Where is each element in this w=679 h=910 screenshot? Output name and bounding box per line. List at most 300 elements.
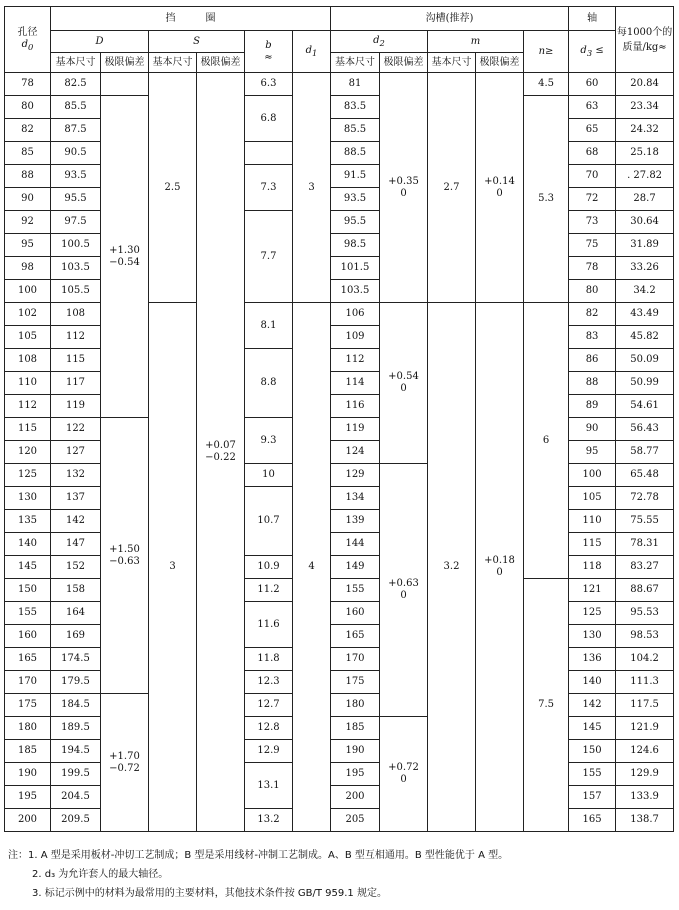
cell-d2 xyxy=(331,165,380,188)
cell-d2-tol-value: +0.63 xyxy=(388,578,419,589)
cell-d3-value: 80 xyxy=(585,285,599,296)
cell-d0 xyxy=(5,740,51,763)
cell-d2-value: 175 xyxy=(345,676,365,687)
cell-d3 xyxy=(569,418,616,441)
cell-mass xyxy=(616,349,674,372)
cell-mass xyxy=(616,96,674,119)
cell-d0-value: 100 xyxy=(17,285,38,296)
cell-D xyxy=(51,694,101,717)
cell-d0-value: 95 xyxy=(21,239,34,250)
cell-mass xyxy=(616,694,674,717)
cell-d2-value: 106 xyxy=(345,308,365,319)
cell-b xyxy=(245,602,293,648)
cell-D-value: 147 xyxy=(65,538,86,549)
header-d2-basic: 基本尺寸 xyxy=(331,53,380,73)
cell-d0 xyxy=(5,786,51,809)
cell-mass xyxy=(616,625,674,648)
cell-D-value: 199.5 xyxy=(61,768,90,779)
cell-D-value: 174.5 xyxy=(61,653,90,664)
cell-d0-value: 185 xyxy=(17,745,38,756)
cell-d3-value: 145 xyxy=(582,722,602,733)
cell-mass xyxy=(616,740,674,763)
cell-m-tol-value: +0.14 xyxy=(484,175,515,187)
cell-d0-value: 200 xyxy=(17,814,38,825)
cell-D-value: 137 xyxy=(65,492,86,503)
cell-b-value: 12.7 xyxy=(257,699,280,710)
table-row xyxy=(5,73,674,96)
cell-d0-value: 140 xyxy=(17,538,38,549)
cell-mass-value: 129.9 xyxy=(630,768,659,779)
cell-D-value: 179.5 xyxy=(61,676,90,687)
cell-mass-value: 43.49 xyxy=(630,308,659,319)
cell-d3 xyxy=(569,372,616,395)
cell-d2-value: 170 xyxy=(345,653,365,664)
cell-d0 xyxy=(5,372,51,395)
cell-d2-value: 81 xyxy=(348,78,362,89)
cell-mass xyxy=(616,809,674,832)
cell-d3-value: 75 xyxy=(585,239,599,250)
cell-d2-value: 88.5 xyxy=(343,147,367,158)
cell-b-value: 11.6 xyxy=(257,618,280,630)
cell-d0 xyxy=(5,349,51,372)
cell-d0 xyxy=(5,533,51,556)
cell-d3-value: 65 xyxy=(585,124,599,135)
cell-d0 xyxy=(5,602,51,625)
cell-D xyxy=(51,671,101,694)
cell-b-value: 10.7 xyxy=(257,515,280,526)
cell-b xyxy=(245,556,293,579)
cell-d2 xyxy=(331,809,380,832)
cell-d2 xyxy=(331,188,380,211)
cell-m-value: 2.7 xyxy=(443,181,460,193)
header-d1: $d_1$ xyxy=(293,31,331,73)
cell-d0 xyxy=(5,694,51,717)
cell-d2 xyxy=(331,464,380,487)
cell-d3 xyxy=(569,510,616,533)
table-row xyxy=(5,694,674,717)
cell-d2 xyxy=(331,648,380,671)
cell-d2 xyxy=(331,510,380,533)
cell-b xyxy=(245,809,293,832)
cell-D-value: 189.5 xyxy=(61,722,90,733)
cell-mass-value: 72.78 xyxy=(630,492,659,503)
cell-D-value: 112 xyxy=(65,331,86,342)
cell-D xyxy=(51,717,101,740)
cell-d2-value: 93.5 xyxy=(343,193,367,204)
cell-b xyxy=(245,165,293,211)
cell-b xyxy=(245,740,293,763)
cell-d3-value: 165 xyxy=(582,814,602,825)
cell-mass xyxy=(616,648,674,671)
cell-d2-value: 114 xyxy=(345,377,365,388)
cell-b xyxy=(245,418,293,464)
cell-mass-value: 30.64 xyxy=(630,216,659,227)
cell-d2-value: 205 xyxy=(345,814,365,825)
header-D-limit: 极限偏差 xyxy=(101,53,149,73)
cell-d2-value: 149 xyxy=(345,561,365,572)
note-1: 注：1. A 型是采用板材-冲切工艺制成；B 型是采用线材-冲制工艺制成。A、B 型互相通用。B 型性能优于 A 型。 xyxy=(8,850,509,861)
cell-b xyxy=(245,671,293,694)
cell-d2-value: 160 xyxy=(345,607,365,618)
cell-D xyxy=(51,786,101,809)
cell-D-tol xyxy=(101,418,149,694)
cell-D-value: 105.5 xyxy=(61,285,90,296)
header-shaft: 轴 xyxy=(569,7,616,31)
cell-D-tol-value: +1.30 xyxy=(109,244,140,256)
cell-d0-value: 180 xyxy=(17,722,38,733)
cell-d0 xyxy=(5,487,51,510)
cell-d3-value: 155 xyxy=(582,768,602,779)
cell-mass-value: 88.67 xyxy=(630,584,659,595)
header-m: m xyxy=(428,31,524,53)
cell-d0-value: 125 xyxy=(17,469,38,480)
cell-D-value: 184.5 xyxy=(61,699,90,710)
cell-n-value: 4.5 xyxy=(538,78,554,89)
cell-d0-value: 92 xyxy=(21,216,34,227)
header-groove: 沟槽(推荐) xyxy=(331,7,569,31)
cell-d0 xyxy=(5,717,51,740)
cell-D xyxy=(51,487,101,510)
cell-d3 xyxy=(569,142,616,165)
cell-d0 xyxy=(5,395,51,418)
cell-d3-value: 88 xyxy=(585,377,599,388)
cell-d2-tol-value: +0.35 xyxy=(388,175,419,187)
cell-b xyxy=(245,464,293,487)
cell-d3 xyxy=(569,740,616,763)
cell-d0 xyxy=(5,96,51,119)
cell-d2-tol-value: 0 xyxy=(400,590,407,601)
cell-d2 xyxy=(331,556,380,579)
cell-d3 xyxy=(569,211,616,234)
cell-D-value: 97.5 xyxy=(64,216,87,227)
cell-d2 xyxy=(331,717,380,740)
cell-n-value: 6 xyxy=(542,434,550,446)
cell-mass-value: 138.7 xyxy=(630,814,659,825)
cell-b-value: 9.3 xyxy=(260,434,277,446)
cell-d3 xyxy=(569,165,616,188)
cell-b-value: 12.8 xyxy=(257,722,280,733)
cell-d3-value: 95 xyxy=(585,446,599,457)
cell-b-value: 7.7 xyxy=(260,250,277,262)
cell-d2 xyxy=(331,763,380,786)
table-row xyxy=(5,418,674,441)
header-d2: $d_2$ xyxy=(331,31,428,53)
cell-d0-value: 78 xyxy=(21,78,34,89)
cell-m xyxy=(428,73,476,303)
cell-b-value: 10.9 xyxy=(257,561,280,572)
cell-d0 xyxy=(5,809,51,832)
cell-d0-value: 145 xyxy=(17,561,38,572)
cell-d3-value: 140 xyxy=(582,676,602,687)
cell-d3 xyxy=(569,326,616,349)
cell-d0-value: 112 xyxy=(17,400,38,411)
cell-D xyxy=(51,579,101,602)
cell-b-value: 7.3 xyxy=(260,181,277,193)
cell-b xyxy=(245,349,293,418)
cell-S-tol-value: +0.07 xyxy=(205,440,236,451)
cell-d3-value: 121 xyxy=(582,584,602,595)
cell-d2-tol xyxy=(380,717,428,832)
header-bore: 孔径 $d_0$ xyxy=(5,7,51,73)
cell-b-value: 12.3 xyxy=(257,676,280,687)
cell-d3-value: 157 xyxy=(582,791,602,802)
cell-d2-value: 190 xyxy=(345,745,365,756)
cell-mass xyxy=(616,303,674,326)
cell-n xyxy=(524,96,569,303)
cell-d3 xyxy=(569,280,616,303)
cell-D xyxy=(51,165,101,188)
cell-mass-value: 23.34 xyxy=(630,101,659,112)
cell-d0-value: 110 xyxy=(17,377,38,388)
cell-d0 xyxy=(5,579,51,602)
cell-mass xyxy=(616,418,674,441)
cell-mass xyxy=(616,671,674,694)
cell-mass-value: 50.09 xyxy=(630,354,659,365)
cell-d0 xyxy=(5,464,51,487)
cell-d0-value: 98 xyxy=(21,262,34,273)
cell-d2 xyxy=(331,119,380,142)
cell-mass xyxy=(616,73,674,96)
cell-d0-value: 155 xyxy=(17,607,38,618)
cell-d1-value: 3 xyxy=(308,181,315,193)
cell-D-value: 152 xyxy=(65,561,86,572)
cell-d2 xyxy=(331,303,380,326)
cell-b xyxy=(245,142,293,165)
cell-d2-tol xyxy=(380,73,428,303)
header-S-basic: 基本尺寸 xyxy=(149,53,197,73)
cell-d2-tol-value: 0 xyxy=(400,187,407,199)
retaining-ring-table xyxy=(4,6,674,832)
cell-b-value: 10 xyxy=(262,469,275,480)
cell-D xyxy=(51,372,101,395)
notes xyxy=(8,846,668,903)
cell-D xyxy=(51,280,101,303)
cell-d2-value: 112 xyxy=(345,354,365,365)
cell-S xyxy=(149,73,197,303)
cell-D xyxy=(51,809,101,832)
cell-d3-value: 125 xyxy=(582,607,602,618)
cell-d2 xyxy=(331,326,380,349)
header-ring: 挡 圈 xyxy=(51,7,331,31)
cell-mass-value: 65.48 xyxy=(630,469,659,480)
cell-b xyxy=(245,717,293,740)
cell-m-tol-value: 0 xyxy=(496,567,503,578)
cell-d2-value: 165 xyxy=(345,630,365,641)
cell-d3 xyxy=(569,303,616,326)
cell-b-value: 6.3 xyxy=(260,78,277,89)
cell-d2-value: 119 xyxy=(345,423,365,434)
cell-mass-value: 111.3 xyxy=(630,676,659,687)
cell-d0-value: 82 xyxy=(21,124,34,135)
cell-b-value: 13.1 xyxy=(257,779,280,791)
cell-d0 xyxy=(5,326,51,349)
cell-d2-tol-value: 0 xyxy=(400,383,407,394)
cell-mass-value: 20.84 xyxy=(630,78,659,89)
cell-m-tol-value: 0 xyxy=(496,187,503,199)
cell-d0 xyxy=(5,280,51,303)
cell-D-value: 194.5 xyxy=(61,745,90,756)
cell-b-value: 12.9 xyxy=(257,745,280,756)
cell-mass xyxy=(616,165,674,188)
cell-d0 xyxy=(5,211,51,234)
cell-d2 xyxy=(331,625,380,648)
cell-D xyxy=(51,464,101,487)
cell-d0-value: 85 xyxy=(21,147,34,158)
cell-b-value: 13.2 xyxy=(257,814,280,825)
cell-d2 xyxy=(331,96,380,119)
cell-S-value: 2.5 xyxy=(164,181,181,193)
cell-mass-value: 104.2 xyxy=(630,653,659,664)
cell-d2 xyxy=(331,694,380,717)
cell-d0-value: 108 xyxy=(17,354,38,365)
table-row xyxy=(5,96,674,119)
cell-d3-value: 68 xyxy=(585,147,599,158)
cell-mass-value: 95.53 xyxy=(630,607,659,618)
cell-d3-value: 86 xyxy=(585,354,599,365)
cell-mass xyxy=(616,579,674,602)
cell-D xyxy=(51,510,101,533)
cell-d1-value: 4 xyxy=(308,561,315,572)
cell-d2-tol xyxy=(380,303,428,464)
cell-d1 xyxy=(293,303,331,832)
cell-d3-value: 150 xyxy=(582,745,602,756)
cell-D-value: 142 xyxy=(65,515,86,526)
cell-d3 xyxy=(569,96,616,119)
cell-D-tol xyxy=(101,96,149,418)
cell-d0-value: 190 xyxy=(17,768,38,779)
cell-d0 xyxy=(5,257,51,280)
cell-D-value: 108 xyxy=(65,308,86,319)
cell-D-tol-value: −0.63 xyxy=(109,555,140,567)
cell-d3 xyxy=(569,579,616,602)
cell-D xyxy=(51,740,101,763)
cell-D xyxy=(51,119,101,142)
header-b: b ≈ xyxy=(245,31,293,73)
cell-m-tol xyxy=(476,73,524,303)
cell-d3 xyxy=(569,556,616,579)
cell-d3 xyxy=(569,257,616,280)
cell-d2-value: 95.5 xyxy=(343,216,367,227)
cell-d2-tol xyxy=(380,464,428,717)
cell-mass-value: 33.26 xyxy=(630,262,659,273)
cell-d2 xyxy=(331,372,380,395)
cell-d3-value: 63 xyxy=(585,101,599,112)
cell-d2-value: 155 xyxy=(345,584,365,595)
cell-n xyxy=(524,73,569,96)
cell-d0-value: 150 xyxy=(17,584,38,595)
cell-D-tol-value: −0.72 xyxy=(109,762,140,774)
cell-mass xyxy=(616,372,674,395)
cell-d0 xyxy=(5,510,51,533)
cell-d3 xyxy=(569,234,616,257)
cell-d3 xyxy=(569,73,616,96)
header-D: D xyxy=(51,31,149,53)
cell-D-value: 115 xyxy=(65,354,86,365)
cell-mass-value: 124.6 xyxy=(630,745,659,756)
cell-b xyxy=(245,763,293,809)
cell-d0-value: 120 xyxy=(17,446,38,457)
cell-d0-value: 130 xyxy=(17,492,38,503)
cell-mass-value: 25.18 xyxy=(630,147,659,158)
cell-d0 xyxy=(5,625,51,648)
cell-b xyxy=(245,579,293,602)
cell-d0-value: 195 xyxy=(17,791,38,802)
cell-d3-value: 130 xyxy=(582,630,602,641)
cell-d2-value: 109 xyxy=(345,331,365,342)
cell-d3-value: 70 xyxy=(585,170,599,181)
cell-n-value: 5.3 xyxy=(538,193,554,204)
cell-d2 xyxy=(331,395,380,418)
cell-mass xyxy=(616,395,674,418)
cell-d3 xyxy=(569,648,616,671)
cell-D xyxy=(51,303,101,326)
cell-D-tol xyxy=(101,694,149,832)
cell-mass xyxy=(616,142,674,165)
cell-d3-value: 100 xyxy=(582,469,602,480)
cell-D-value: 87.5 xyxy=(64,124,87,135)
cell-d0 xyxy=(5,165,51,188)
cell-d2-value: 91.5 xyxy=(343,170,367,181)
cell-mass-value: 58.77 xyxy=(630,446,659,457)
cell-mass-value: 54.61 xyxy=(630,400,659,411)
header-d2-limit: 极限偏差 xyxy=(380,53,428,73)
cell-D-value: 209.5 xyxy=(61,814,90,825)
cell-D xyxy=(51,533,101,556)
cell-d3-value: 73 xyxy=(585,216,599,227)
cell-mass-value: 24.32 xyxy=(630,124,659,135)
cell-d3 xyxy=(569,464,616,487)
cell-d0 xyxy=(5,119,51,142)
cell-D xyxy=(51,602,101,625)
cell-mass-value: 45.82 xyxy=(630,331,659,342)
cell-D-value: 169 xyxy=(65,630,86,641)
cell-mass xyxy=(616,763,674,786)
note-3: 3. 标记示例中的材料为最常用的主要材料，其他技术条件按 GB/T 959.1 规定。 xyxy=(32,888,387,899)
cell-d0-value: 102 xyxy=(17,308,38,319)
cell-d0 xyxy=(5,418,51,441)
cell-D-value: 82.5 xyxy=(64,78,87,89)
cell-D-tol-value: +1.70 xyxy=(109,750,140,762)
cell-mass-value: 121.9 xyxy=(630,722,659,733)
cell-b-value: 6.8 xyxy=(260,112,277,124)
cell-mass-value: 78.31 xyxy=(630,538,659,549)
cell-d2 xyxy=(331,142,380,165)
cell-d0-value: 105 xyxy=(17,331,38,342)
cell-b xyxy=(245,96,293,142)
cell-m-tol xyxy=(476,303,524,832)
cell-mass xyxy=(616,717,674,740)
cell-mass-value: 56.43 xyxy=(630,423,659,434)
cell-b xyxy=(245,648,293,671)
cell-D xyxy=(51,441,101,464)
header-mass: 每1000个的质量/kg≈ xyxy=(616,7,674,73)
cell-d2 xyxy=(331,579,380,602)
cell-d2-value: 103.5 xyxy=(340,285,370,296)
cell-d2 xyxy=(331,441,380,464)
cell-D-value: 164 xyxy=(65,607,86,618)
cell-d0-value: 170 xyxy=(17,676,38,687)
cell-d0 xyxy=(5,441,51,464)
cell-d0-value: 165 xyxy=(17,653,38,664)
cell-d3 xyxy=(569,533,616,556)
cell-mass xyxy=(616,234,674,257)
cell-mass-value: 31.89 xyxy=(630,239,659,250)
cell-D xyxy=(51,96,101,119)
cell-mass xyxy=(616,786,674,809)
cell-D xyxy=(51,234,101,257)
cell-mass-value: . 27.82 xyxy=(627,170,663,181)
cell-d2-value: 98.5 xyxy=(343,239,367,250)
